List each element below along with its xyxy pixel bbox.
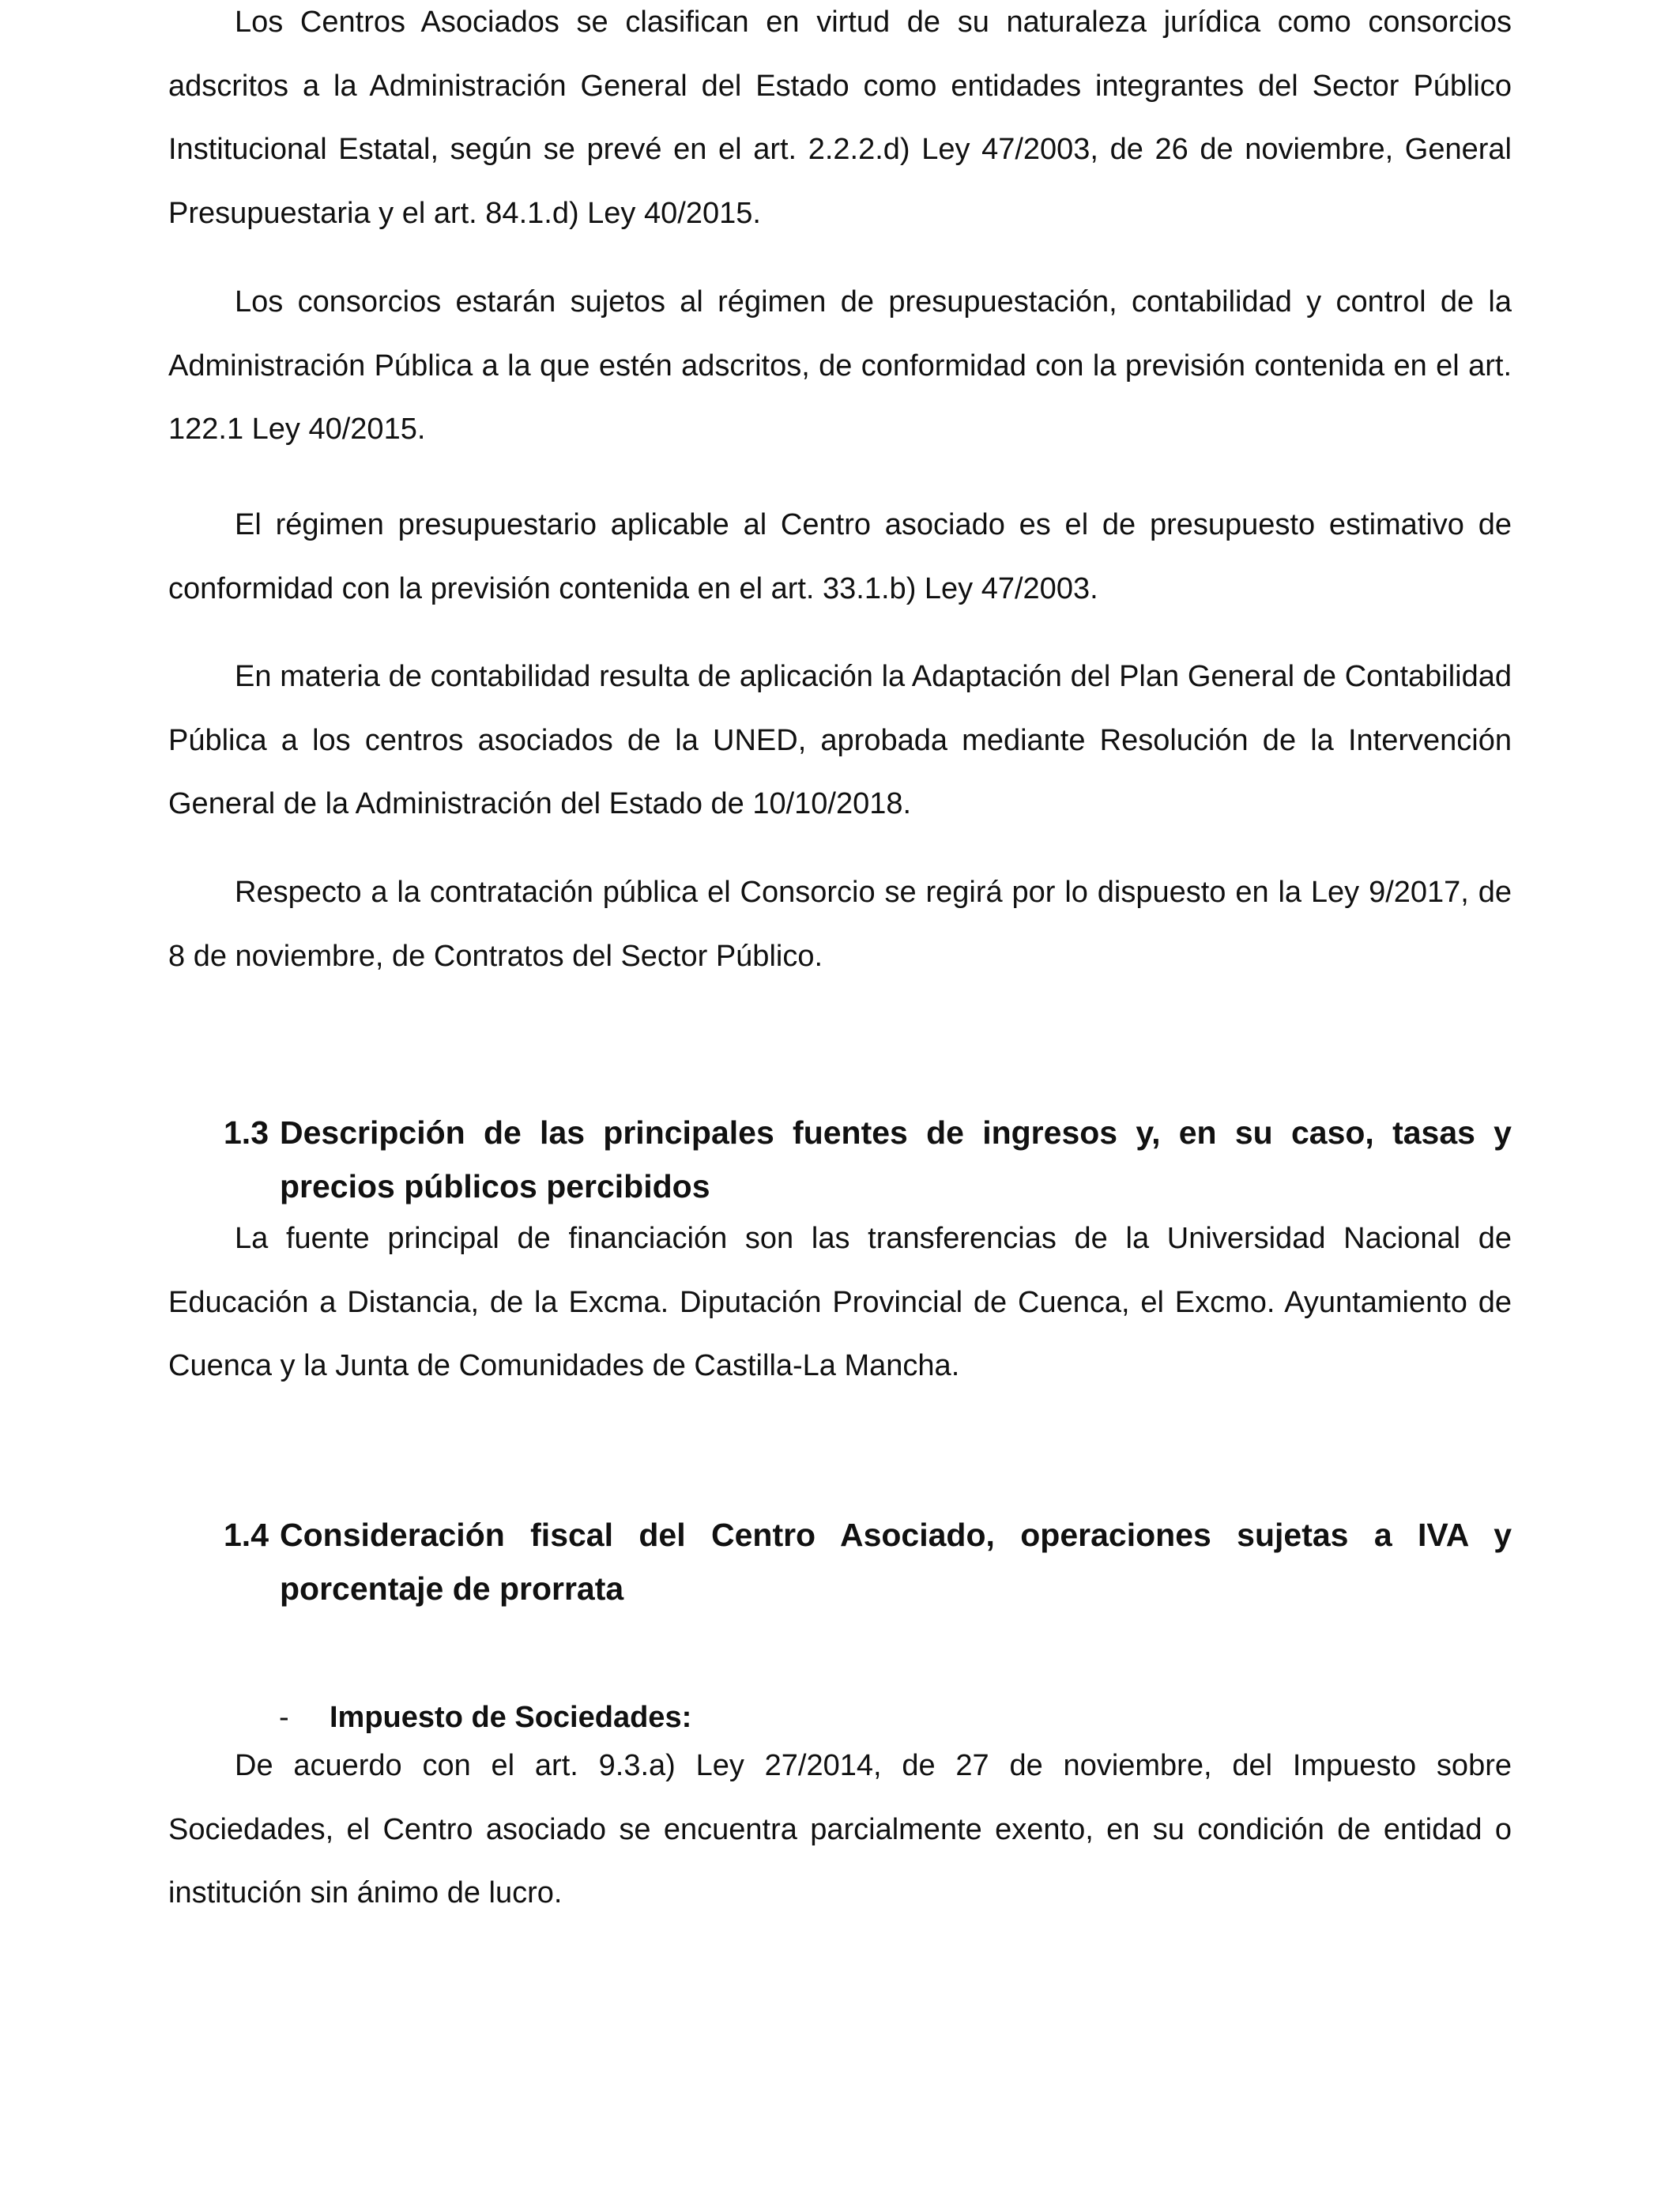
section-title: Consideración fiscal del Centro Asociado, operaciones sujetas a IVA y porcentaje de prorrata bbox=[280, 1517, 1512, 1607]
paragraph-budget-regime: El régimen presupuestario aplicable al Centro asociado es el de presupuesto estimativo de conformidad con la previsión contenida en el art. 33.1.b) Ley 47/2003. bbox=[168, 508, 1512, 605]
section-heading-1-4 bbox=[224, 1508, 1512, 1615]
paragraph-consortium-classification: Los Centros Asociados se clasifican en virtud de su naturaleza jurídica como consorcios adscritos a la Administración General del Estado como entidades integrantes del Sector Público Institucional Estatal, según se prevé en el art. 2.2.2.d) Ley 47/2003, de 26 de noviembre, General Presupuestaria y el art. 84.1.d) Ley 40/2015. bbox=[168, 6, 1512, 230]
section-title: Descripción de las principales fuentes de ingresos y, en su caso, tasas y precios públicos percibidos bbox=[280, 1114, 1512, 1204]
paragraph-income-sources: La fuente principal de financiación son las transferencias de la Universidad Nacional de Educación a Distancia, de la Excma. Diputación Provincial de Cuenca, el Excmo. Ayuntamiento de Cuenca y la Junta de Comunidades de Castilla-La Mancha. bbox=[168, 1222, 1512, 1382]
section-number: 1.3 bbox=[224, 1114, 269, 1151]
paragraph-public-procurement: Respecto a la contratación pública el Consorcio se regirá por lo dispuesto en la Ley 9/2017, de 8 de noviembre, de Contratos del Sector Público. bbox=[168, 876, 1512, 973]
section-number: 1.4 bbox=[224, 1517, 269, 1553]
paragraph-consortium-regime: Los consorcios estarán sujetos al régimen de presupuestación, contabilidad y control de la Administración Pública a la que estén adscritos, de conformidad con la previsión contenida en el art. 122.1 Ley 40/2015. bbox=[168, 285, 1512, 446]
paragraph-corporate-tax: De acuerdo con el art. 9.3.a) Ley 27/2014, de 27 de noviembre, del Impuesto sobre Sociedades, el Centro asociado se encuentra parcialmente exento, en su condición de entidad o institución sin ánimo de lucro. bbox=[168, 1749, 1512, 1909]
paragraph-accounting: En materia de contabilidad resulta de aplicación la Adaptación del Plan General de Contabilidad Pública a los centros asociados de la UNED, aprobada mediante Resolución de la Intervención General de la Administración del Estado de 10/10/2018. bbox=[168, 660, 1512, 820]
bullet-label: Impuesto de Sociedades: bbox=[330, 1701, 692, 1734]
section-heading-1-3 bbox=[224, 1106, 1512, 1213]
bullet-dash: - bbox=[279, 1701, 289, 1734]
